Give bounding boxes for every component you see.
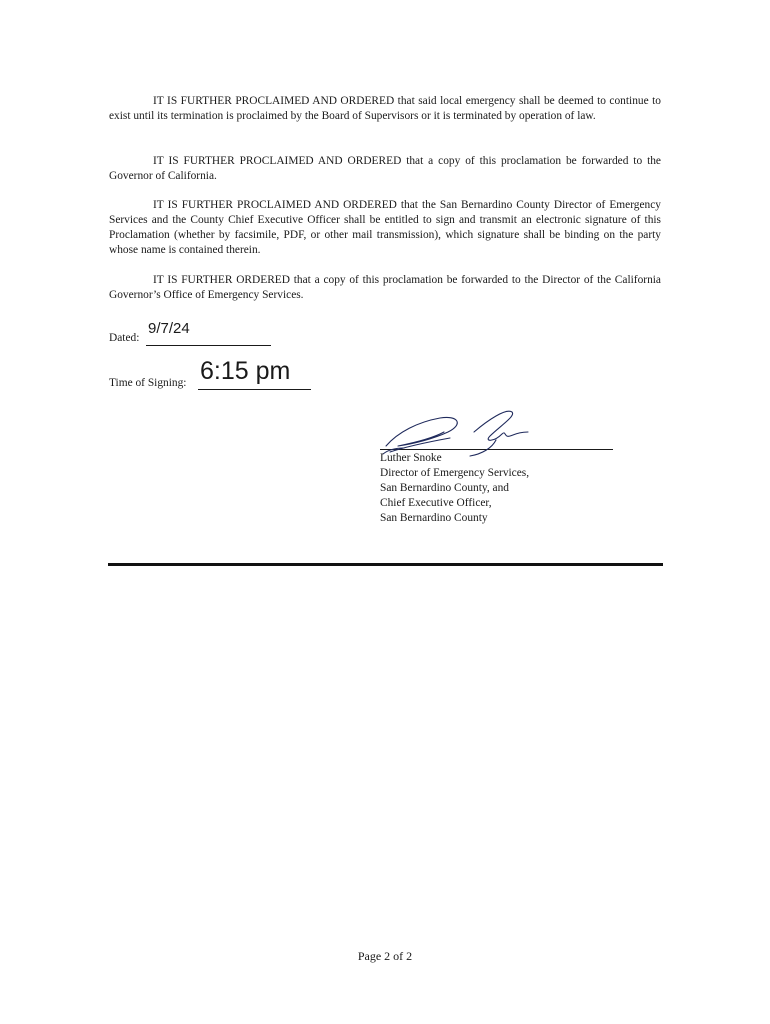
paragraph-electronic-signature: IT IS FURTHER PROCLAIMED AND ORDERED that the San Bernardino County Director of Emergency Services and the County Chief Executive Officer shall be entitled to sign and transmit an electronic signature of this Proclamation (whether by facsimile, PDF, or other mail transmission), which signature shall be binding on the party whose name is contained therein. [109,199,661,256]
signatory-block [380,451,529,526]
paragraph-oes-copy: IT IS FURTHER ORDERED that a copy of this proclamation be forwarded to the Director of the California Governor’s Office of Emergency Services. [109,274,661,301]
signatory-title-line: San Bernardino County, and [380,482,509,494]
time-of-signing-value: 6:15 pm [200,357,291,385]
dated-underline [146,345,271,346]
time-of-signing-label: Time of Signing: [109,377,187,389]
paragraph-governor-copy: IT IS FURTHER PROCLAIMED AND ORDERED that a copy of this proclamation be forwarded to the Governor of California. [109,155,661,182]
signatory-title-line: Chief Executive Officer, [380,497,492,509]
signatory-title-line: Director of Emergency Services, [380,467,530,479]
signatory-name: Luther Snoke [380,452,442,464]
dated-value: 9/7/24 [148,320,190,337]
time-of-signing-underline [198,389,311,390]
paragraph-termination: IT IS FURTHER PROCLAIMED AND ORDERED that said local emergency shall be deemed to continue to exist until its termination is proclaimed by the Board of Supervisors or it is terminated by operation of law. [109,95,661,122]
page-number: Page 2 of 2 [357,949,413,963]
dated-label: Dated: [109,332,140,344]
horizontal-rule [108,563,663,566]
signatory-title-line: San Bernardino County [380,512,488,524]
